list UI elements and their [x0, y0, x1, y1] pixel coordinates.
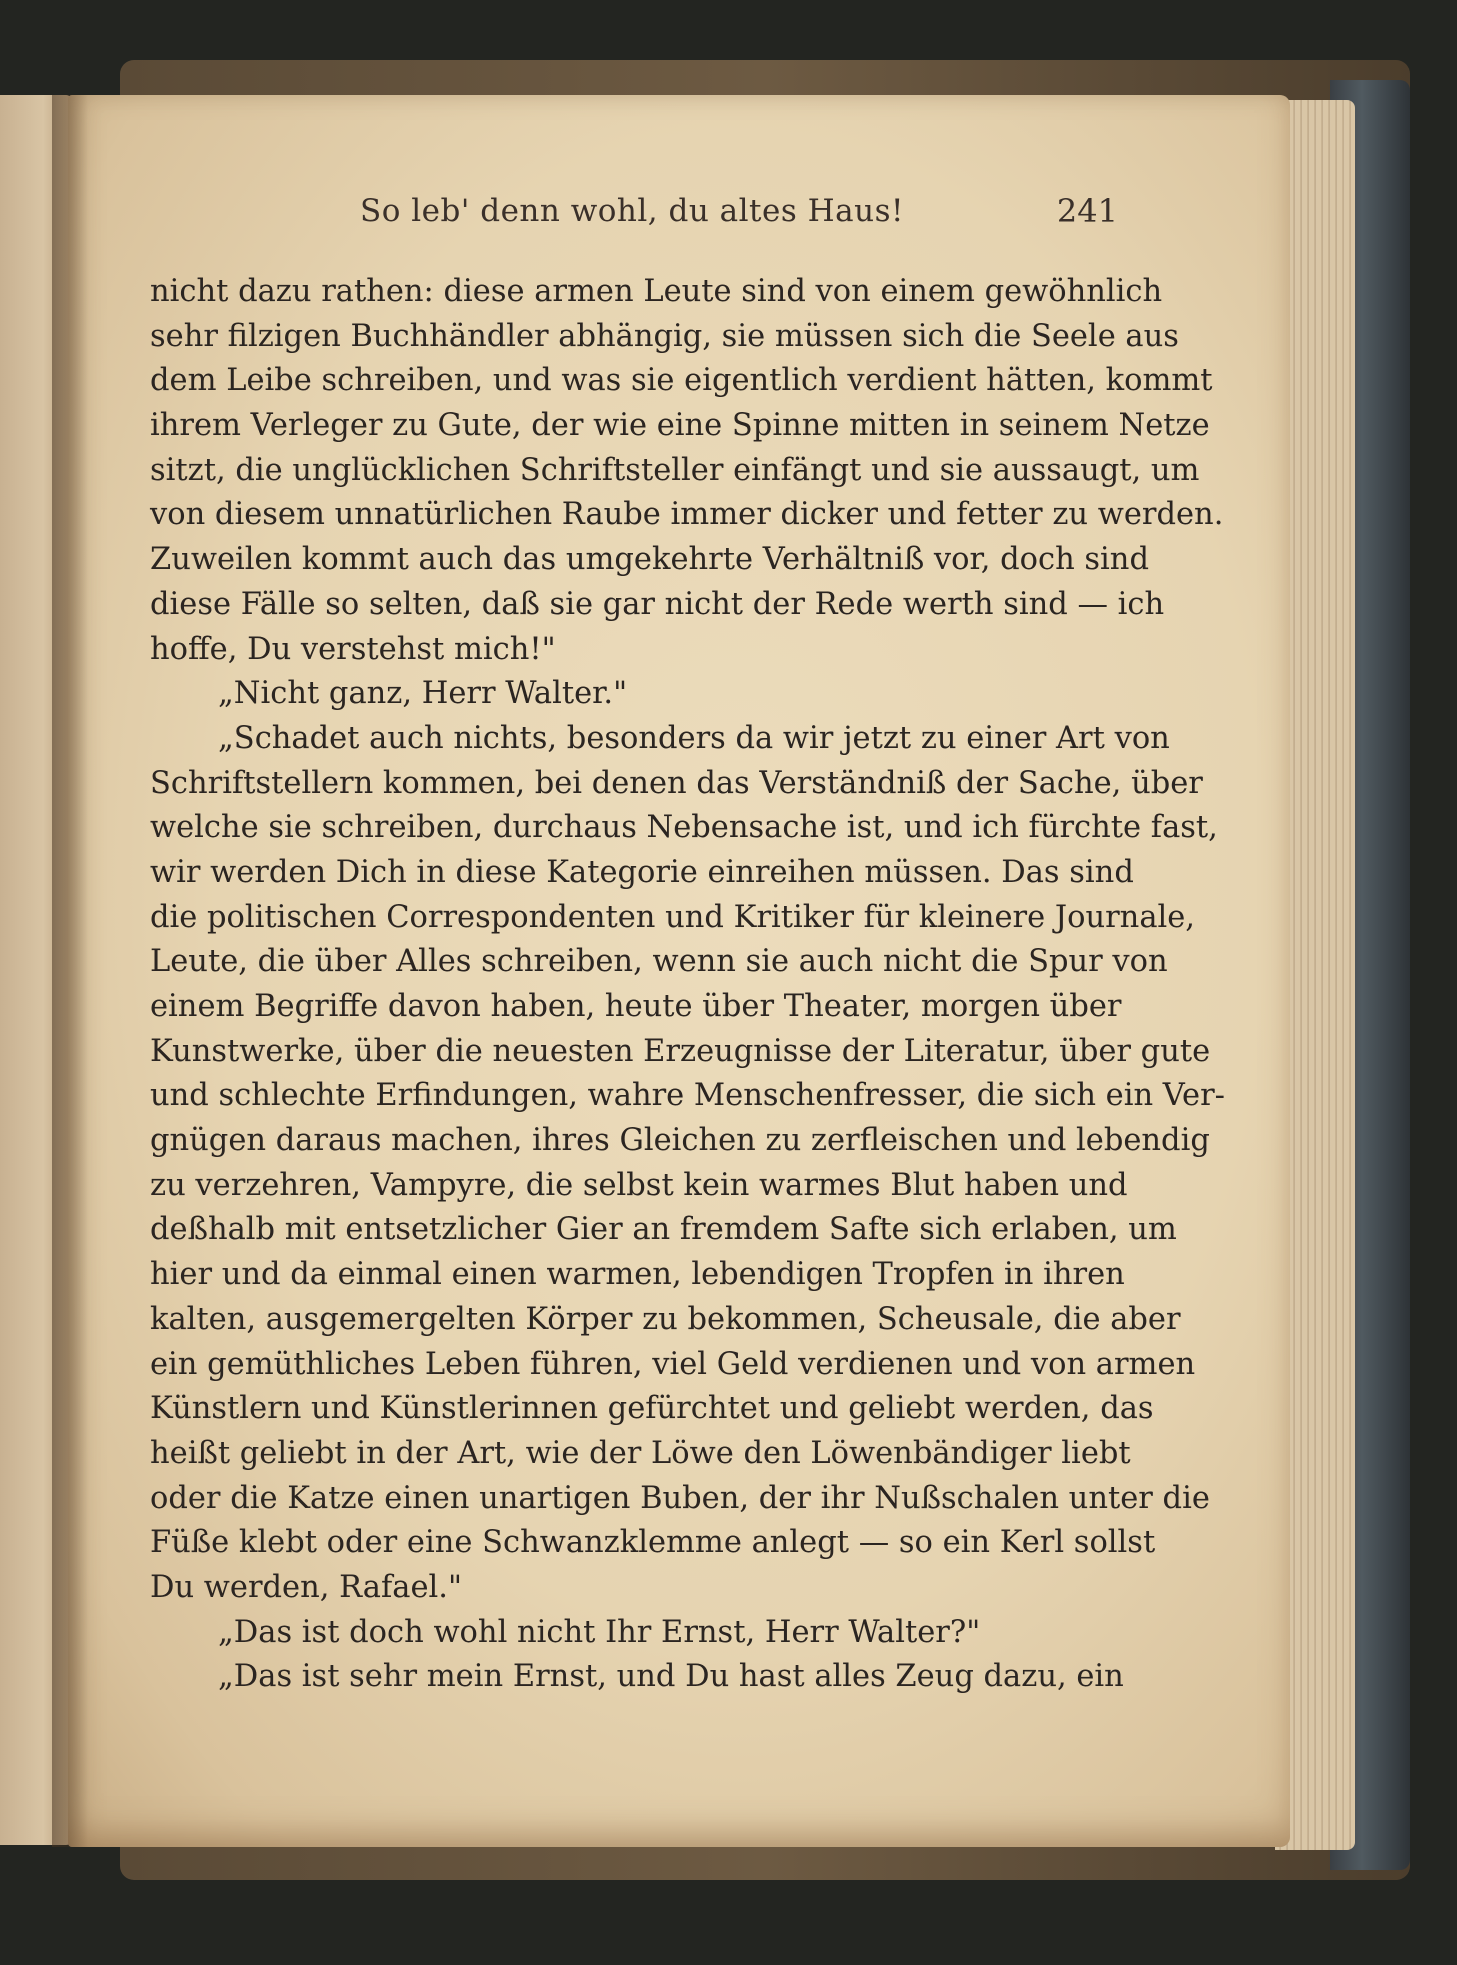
text-line: hier und da einmal einen warmen, lebendigen Tropfen in ihren — [150, 1257, 1125, 1293]
text-line: Künstlern und Künstlerinnen gefürchtet und geliebt werden, das — [150, 1391, 1154, 1427]
text-line: „Nicht ganz, Herr Walter." — [218, 676, 628, 712]
text-line: einem Begriffe davon haben, heute über Theater, morgen über — [150, 989, 1122, 1024]
text-line: „Schadet auch nichts, besonders da wir jetzt zu einer Art von — [218, 720, 1170, 756]
text-line: zu verzehren, Vampyre, die selbst kein warmes Blut haben und — [150, 1167, 1128, 1203]
running-head: So leb' denn wohl, du altes Haus! — [360, 193, 904, 229]
text-line: ihrem Verleger zu Gute, der wie eine Spinne mitten in seinem Netze — [150, 408, 1210, 444]
text-line: nicht dazu rathen: diese armen Leute sind von einem gewöhnlich — [150, 274, 1163, 309]
text-line: die politischen Correspondenten und Kritiker für kleinere Journale, — [150, 899, 1195, 935]
text-line: Leute, die über Alles schreiben, wenn sie auch nicht die Spur von — [150, 944, 1168, 980]
body-text — [150, 270, 1225, 1700]
text-line: heißt geliebt in der Art, wie der Löwe den Löwenbändiger liebt — [150, 1435, 1131, 1471]
text-line: wir werden Dich in diese Kategorie einreihen müssen. Das sind — [150, 854, 1134, 890]
text-line: dem Leibe schreiben, und was sie eigentlich verdient hätten, kommt — [150, 363, 1213, 399]
text-line: Zuweilen kommt auch das umgekehrte Verhältniß vor, doch sind — [150, 542, 1149, 578]
text-line: Kunstwerke, über die neuesten Erzeugnisse der Literatur, über gute — [150, 1033, 1211, 1069]
text-line: Füße klebt oder eine Schwanzklemme anlegt — so ein Kerl sollst — [150, 1525, 1156, 1561]
text-line: oder die Katze einen unartigen Buben, der ihr Nußschalen unter die — [150, 1480, 1210, 1516]
text-line: Du werden, Rafael." — [150, 1569, 462, 1605]
text-line: „Das ist sehr mein Ernst, und Du hast alles Zeug dazu, ein — [218, 1659, 1124, 1695]
text-line: gnügen daraus machen, ihres Gleichen zu zerfleischen und lebendig — [150, 1123, 1210, 1159]
text-line: welche sie schreiben, durchaus Nebensache ist, und ich fürchte fast, — [150, 810, 1218, 846]
text-line: sitzt, die unglücklichen Schriftsteller einfängt und sie aussaugt, um — [150, 452, 1200, 488]
text-line: hoffe, Du verstehst mich!" — [150, 631, 556, 667]
text-line: diese Fälle so selten, daß sie gar nicht der Rede werth sind — ich — [150, 586, 1165, 622]
page-number: 241 — [1056, 192, 1118, 230]
text-line: kalten, ausgemergelten Körper zu bekommen, Scheusale, die aber — [150, 1301, 1181, 1337]
text-line: sehr filzigen Buchhändler abhängig, sie müssen sich die Seele aus — [150, 318, 1179, 354]
text-line: deßhalb mit entsetzlicher Gier an fremdem Safte sich erlaben, um — [150, 1212, 1177, 1248]
gutter-shadow — [52, 95, 88, 1847]
text-line: von diesem unnatürlichen Raube immer dicker und fetter zu werden. — [150, 497, 1224, 533]
text-line: „Das ist doch wohl nicht Ihr Ernst, Herr Walter?" — [218, 1614, 981, 1650]
text-line: Schriftstellern kommen, bei denen das Verständniß der Sache, über — [150, 765, 1203, 801]
text-line: ein gemüthliches Leben führen, viel Geld verdienen und von armen — [150, 1346, 1196, 1382]
text-line: und schlechte Erfindungen, wahre Menschenfresser, die sich ein Ver- — [150, 1078, 1225, 1114]
